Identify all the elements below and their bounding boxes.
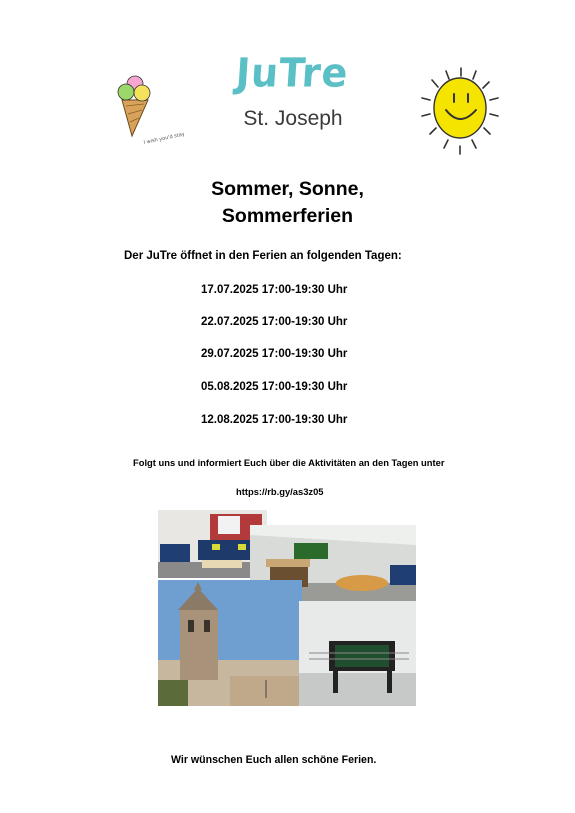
- info-link[interactable]: https://rb.gy/as3z05: [236, 486, 324, 497]
- opening-date: 29.07.2025 17:00-19:30 Uhr: [201, 348, 348, 360]
- logo-name: JuTre: [234, 49, 350, 97]
- follow-text: Folgt uns und informiert Euch über die Aktivitäten an den Tagen unter: [133, 457, 445, 468]
- ice-cream-caption: I wish you'd stay: [143, 131, 186, 146]
- opening-date: 05.08.2025 17:00-19:30 Uhr: [201, 381, 348, 393]
- ice-cream-illustration: [108, 68, 186, 148]
- logo-subtitle: St. Joseph: [243, 107, 343, 130]
- closing-text: Wir wünschen Euch allen schöne Ferien.: [171, 754, 377, 766]
- sun-illustration: [418, 62, 504, 162]
- title-line-2: Sommerferien: [221, 205, 354, 227]
- opening-date: 12.08.2025 17:00-19:30 Uhr: [201, 414, 348, 426]
- intro-text: Der JuTre öffnet in den Ferien an folgenden Tagen:: [124, 250, 402, 262]
- photo-foosball: [299, 601, 416, 706]
- photo-church: [158, 580, 302, 706]
- opening-date: 17.07.2025 17:00-19:30 Uhr: [201, 284, 348, 296]
- opening-date: 22.07.2025 17:00-19:30 Uhr: [201, 316, 348, 328]
- title-line-1: Sommer, Sonne,: [211, 178, 364, 200]
